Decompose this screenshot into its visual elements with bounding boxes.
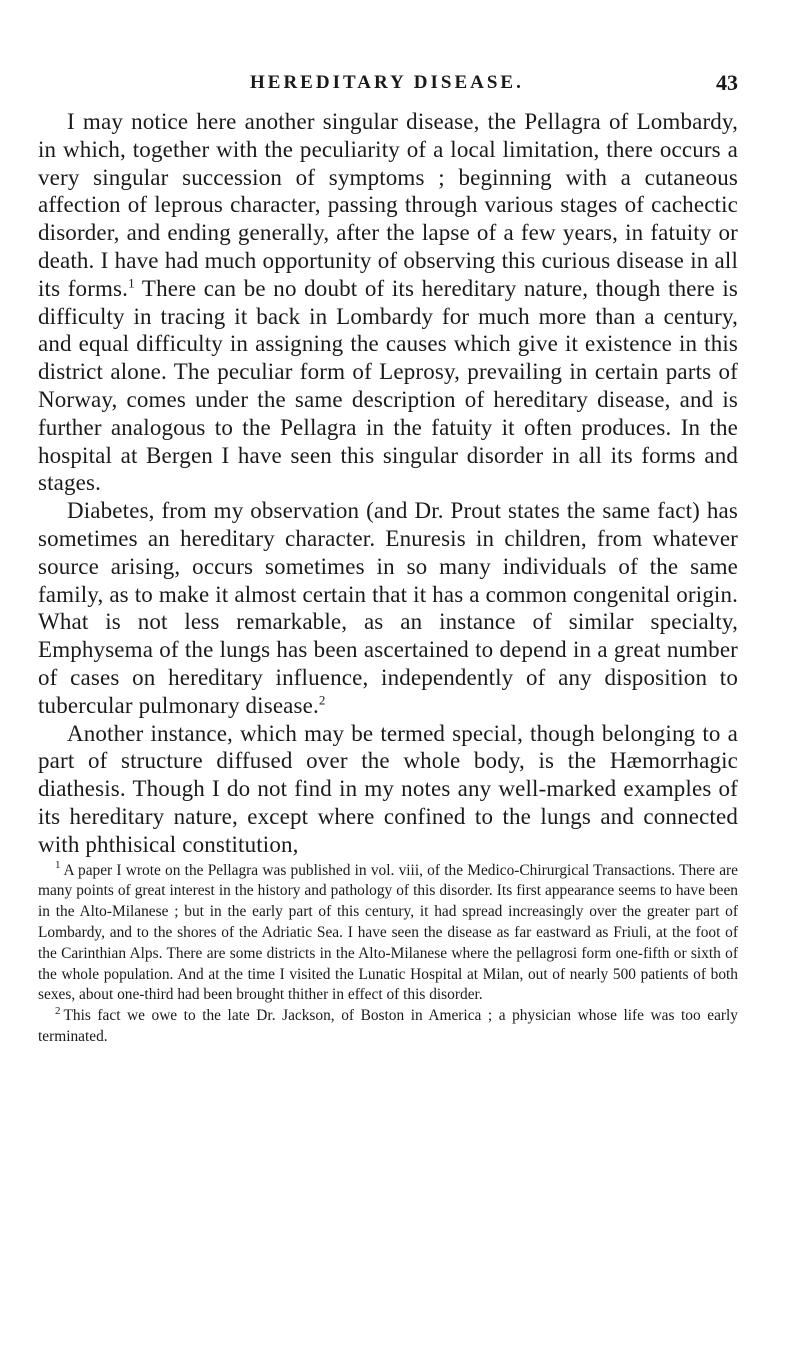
running-title: HEREDITARY DISEASE. — [250, 72, 524, 93]
page-number: 43 — [716, 70, 738, 95]
footnote-1 — [38, 861, 738, 1007]
footnote-text: A paper I wrote on the Pellagra was published in vol. viii, of the Medico-Chirurgical Transactions. There are many points of great interest in the history and pathology of this disorder. Its first appearance seems to have been in the Alto-Milanese ; but in the early part of this century, it had spread increasingly over the greater part of Lombardy, and to the shores of the Adriatic Sea. I have seen the disease as far eastward as Friuli, at the foot of the Carinthian Alps. There are some districts in the Alto-Milanese where the pellagrosi form one-fifth or sixth of the whole population. And at the time I visited the Lunatic Hospital at Milan, out of nearly 500 patients of both sexes, about one-third had been brought thither in effect of this disorder. — [38, 861, 738, 1004]
footnote-reference: 1 — [128, 275, 135, 291]
footnote-2 — [38, 1006, 738, 1048]
footnote-mark: 1 — [55, 859, 61, 872]
page-header — [38, 72, 738, 102]
footnote-text: This fact we owe to the late Dr. Jackson, of Boston in America ; a physician whose life was too early terminated. — [38, 1007, 738, 1045]
footnote-reference: 2 — [318, 692, 326, 708]
body-text — [38, 108, 738, 859]
footnote-mark: 2 — [55, 1004, 61, 1017]
paragraph-text: Diabetes, from my observation (and Dr. Prout states the same fact) has sometimes an hereditary character. Enuresis in children, from whatever source arising, occurs sometimes in so many individuals of the same family, as to make it almost certain that it has a common congenital origin. What is not less remarkable, as an instance of similar specialty, Emphysema of the lungs has been ascertained to depend in a great number of cases on hereditary influence, independently of any disposition to tubercular pulmonary disease. — [38, 498, 738, 718]
book-page — [38, 72, 738, 1048]
paragraph-haemorrhagic — [38, 720, 738, 859]
paragraph-diabetes — [38, 497, 738, 719]
paragraph-text: Another instance, which may be termed special, though belonging to a part of structure diffused over the whole body, is the Hæmorrhagic diathesis. Though I do not find in my notes any well-marked examples of its hereditary nature, except where confined to the lungs and connected with phthisical constitution, — [38, 720, 738, 857]
paragraph-pellagra — [38, 108, 738, 497]
paragraph-text: I may notice here another singular disease, the Pellagra of Lombardy, in which, together with the peculiarity of a local limitation, there occurs a very singular succession of symptoms ; beginning with a cutaneous affection of leprous character, passing through various stages of cachectic disorder, and ending generally, after the lapse of a few years, in fatuity or death. I have had much opportunity of observing this curious disease in all its forms. — [38, 109, 738, 301]
footnotes — [38, 861, 738, 1048]
paragraph-text: There can be no doubt of its hereditary nature, though there is difficulty in tracing it back in Lombardy for much more than a century, and equal difficulty in assigning the causes which give it existence in this district alone. The peculiar form of Leprosy, prevailing in certain parts of Norway, comes under the same description of hereditary disease, and is further analogous to the Pellagra in the fatuity it often produces. In the hospital at Bergen I have seen this singular disorder in all its forms and stages. — [38, 275, 739, 496]
